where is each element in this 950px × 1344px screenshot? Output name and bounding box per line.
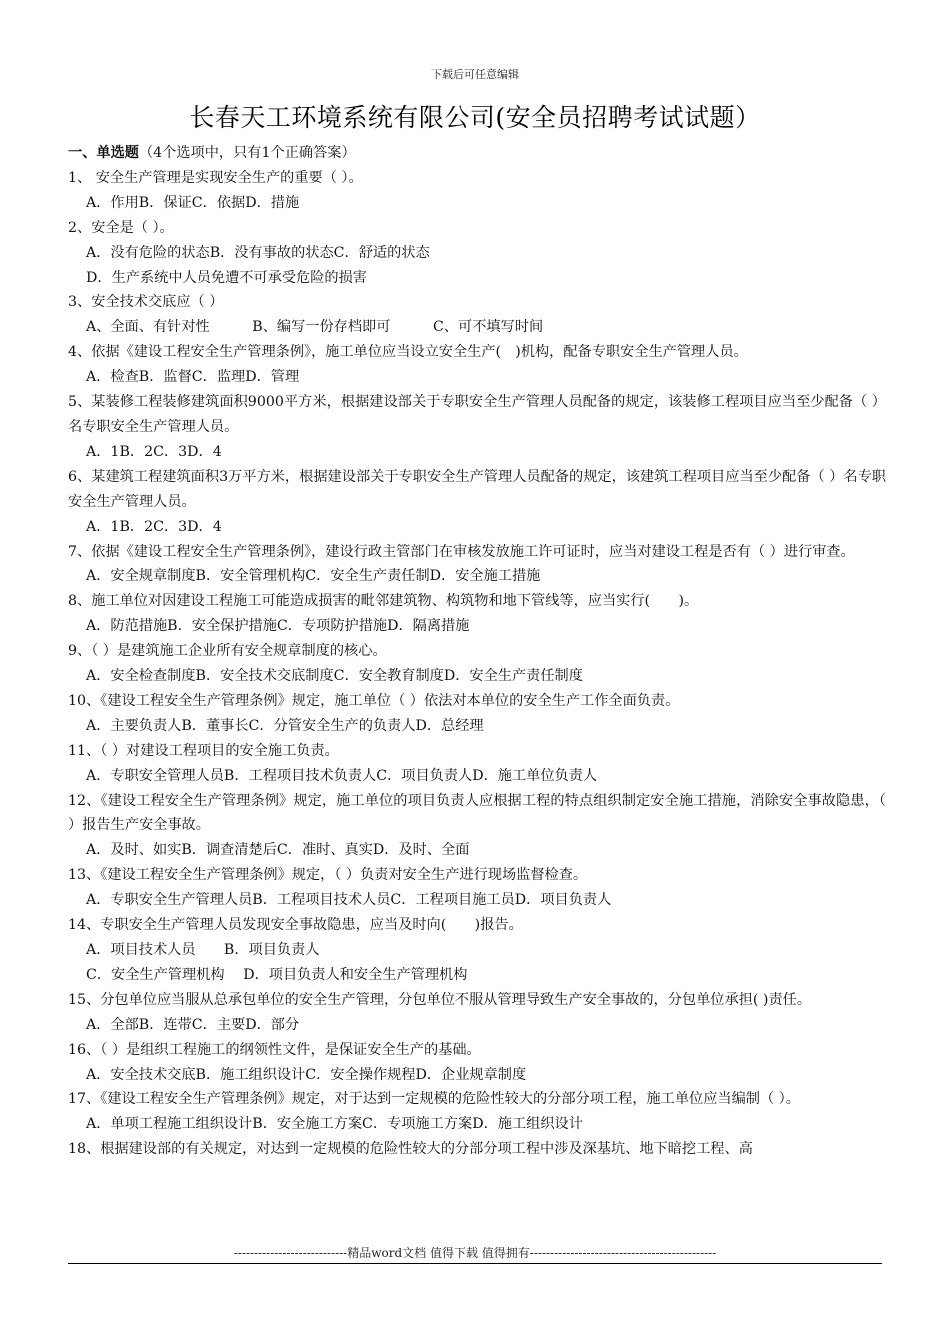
document-title: 长春天工环境系统有限公司(安全员招聘考试试题） bbox=[189, 103, 761, 132]
footer-text: ----------------------------精品word文档 值得下载 值得拥有---------------------------------------------- bbox=[233, 1246, 717, 1260]
question-text: 18、根据建设部的有关规定，对达到一定规模的危险性较大的分部分项工程中涉及深基坑、地下暗挖工程、高 bbox=[68, 1141, 753, 1158]
question-text: 2、安全是（ ）。 bbox=[68, 219, 174, 236]
question-text: 6、某建筑工程建筑面积3万平方米，根据建设部关于专职安全生产管理人员配备的规定，该建筑工程项目应当至少配备（ ）名专职安全生产管理人员。 bbox=[68, 468, 886, 510]
section-heading-label: 一、单选题 bbox=[68, 145, 139, 161]
question-text: 7、依据《建设工程安全生产管理条例》，建设行政主管部门在审核发放施工许可证时，应当对建设工程是否有（ ）进行审查。 bbox=[68, 543, 855, 560]
answer-options: A．没有危险的状态B．没有事故的状态C．舒适的状态 bbox=[86, 244, 430, 261]
question-text: 17、《建设工程安全生产管理条例》规定，对于达到一定规模的危险性较大的分部分项工程，施工单位应当编制（ ）。 bbox=[68, 1091, 800, 1108]
footer-rule bbox=[68, 1263, 882, 1264]
question-text: 15、分包单位应当服从总承包单位的安全生产管理，分包单位不服从管理导致生产安全事故的，分包单位承担( )责任。 bbox=[68, 991, 812, 1008]
answer-options: A．1B．2C．3D．4 bbox=[86, 518, 222, 535]
answer-options: A．专职安全生产管理人员B．工程项目技术人员C．工程项目施工员D．项目负责人 bbox=[86, 892, 612, 909]
question-text: 4、依据《建设工程安全生产管理条例》，施工单位应当设立安全生产( )机构，配备专职安全生产管理人员。 bbox=[68, 344, 748, 361]
question-text: 16、（ ）是组织工程施工的纲领性文件，是保证安全生产的基础。 bbox=[68, 1041, 481, 1058]
question-text: 14、专职安全生产管理人员发现安全事故隐患，应当及时向( )报告。 bbox=[68, 917, 523, 934]
answer-options: A．及时、如实B．调查清楚后C．准时、真实D．及时、全面 bbox=[86, 842, 470, 859]
section-heading bbox=[68, 141, 886, 166]
answer-options: D．生产系统中人员免遭不可承受危险的损害 bbox=[86, 269, 367, 286]
question-text: 11、（ ）对建设工程项目的安全施工负责。 bbox=[68, 742, 339, 759]
exam-content bbox=[68, 141, 886, 1162]
answer-options: A．专职安全管理人员B．工程项目技术负责人C．项目负责人D．施工单位负责人 bbox=[86, 767, 598, 784]
answer-options: A．检查B．监督C．监理D．管理 bbox=[86, 369, 300, 386]
answer-options: A、全面、有针对性 B、编写一份存档即可 C、可不填写时间 bbox=[86, 319, 544, 336]
question-text: 10、《建设工程安全生产管理条例》规定，施工单位（ ）依法对本单位的安全生产工作全面负责。 bbox=[68, 692, 680, 709]
question-text: 12、《建设工程安全生产管理条例》规定，施工单位的项目负责人应根据工程的特点组织制定安全施工措施，消除安全事故隐患，（ ）报告生产安全事故。 bbox=[68, 792, 886, 834]
question-text: 5、某装修工程装修建筑面积9000平方米，根据建设部关于专职安全生产管理人员配备的规定，该装修工程项目应当至少配备（ ）名专职安全生产管理人员。 bbox=[68, 394, 886, 435]
answer-options: A．安全规章制度B．安全管理机构C．安全生产责任制D．安全施工措施 bbox=[86, 568, 541, 585]
question-text: 3、安全技术交底应（ ） bbox=[68, 294, 224, 311]
answer-options: A．作用B．保证C．依据D．措施 bbox=[86, 194, 300, 211]
answer-options: C．安全生产管理机构 D．项目负责人和安全生产管理机构 bbox=[86, 966, 468, 983]
answer-options: A．单项工程施工组织设计B．安全施工方案C．专项施工方案D．施工组织设计 bbox=[86, 1116, 583, 1133]
answer-options: A．1B．2C．3D．4 bbox=[86, 443, 222, 460]
question-text: 1、 安全生产管理是实现安全生产的重要（ ）。 bbox=[68, 169, 363, 186]
answer-options: A．全部B．连带C．主要D．部分 bbox=[86, 1016, 300, 1033]
answer-options: A．安全技术交底B．施工组织设计C．安全操作规程D．企业规章制度 bbox=[86, 1066, 527, 1083]
question-text: 8、施工单位对因建设工程施工可能造成损害的毗邻建筑物、构筑物和地下管线等，应当实行( )。 bbox=[68, 593, 699, 610]
answer-options: A．防范措施B．安全保护措施C．专项防护措施D．隔离措施 bbox=[86, 618, 470, 635]
answer-options: A．项目技术人员 B．项目负责人 bbox=[86, 942, 320, 958]
question-text: 9、（ ）是建筑施工企业所有安全规章制度的核心。 bbox=[68, 643, 387, 660]
section-heading-note: （4个选项中，只有1个正确答案） bbox=[138, 145, 356, 161]
answer-options: A．主要负责人B．董事长C．分管安全生产的负责人D．总经理 bbox=[86, 717, 484, 734]
question-text: 13、《建设工程安全生产管理条例》规定，（ ）负责对安全生产进行现场监督检查。 bbox=[68, 867, 588, 884]
answer-options: A．安全检查制度B．安全技术交底制度C．安全教育制度D．安全生产责任制度 bbox=[86, 668, 583, 685]
header-note: 下载后可任意编辑 bbox=[431, 68, 519, 81]
